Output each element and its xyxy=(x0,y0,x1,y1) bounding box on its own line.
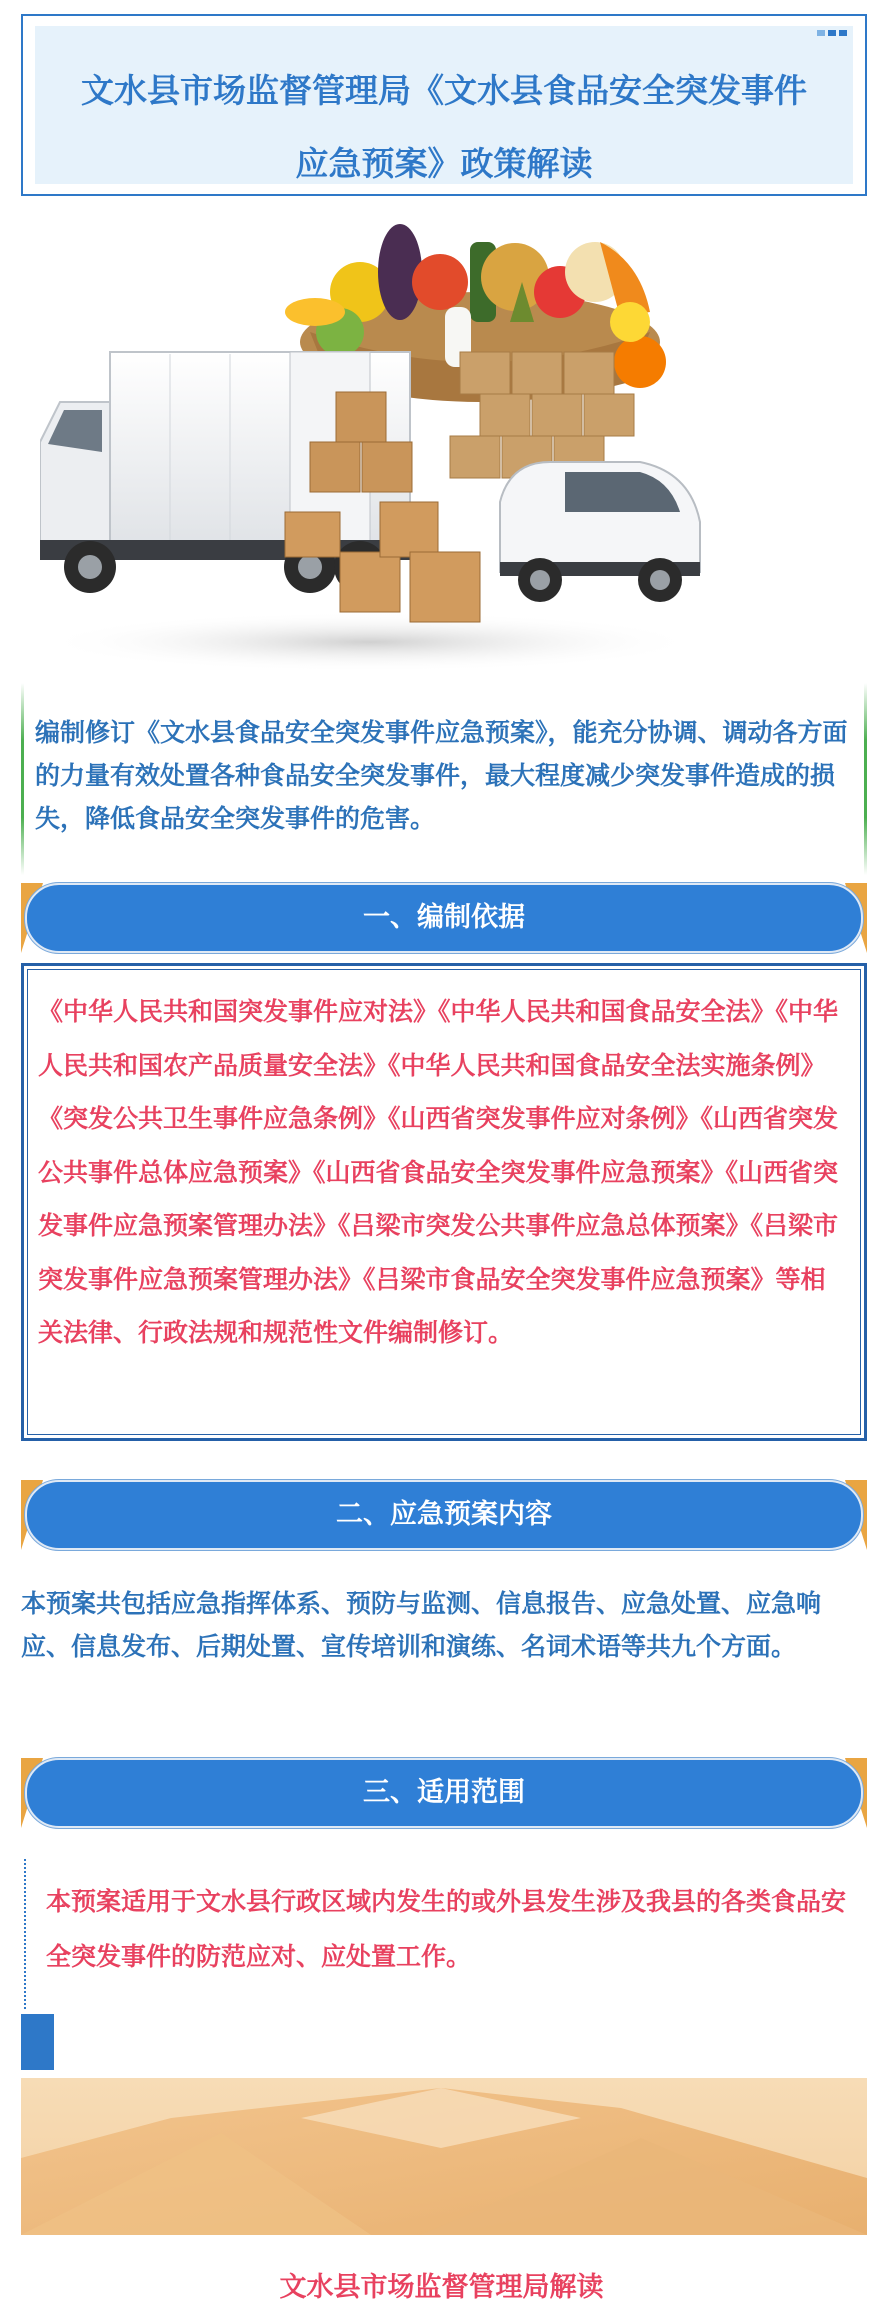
basis-box xyxy=(21,963,867,1441)
title-line-1: 文水县市场监督管理局《文水县食品安全突发事件 xyxy=(81,71,807,110)
decor-dots xyxy=(817,30,847,36)
intro-paragraph: 编制修订《文水县食品安全突发事件应急预案》，能充分协调、调动各方面的力量有效处置各种食品安全突发事件，最大程度减少突发事件造成的损失，降低食品安全突发事件的危害。 xyxy=(35,718,848,833)
title-panel xyxy=(35,26,853,184)
scope-dotted-rule xyxy=(24,1859,26,2009)
delivery-van xyxy=(500,462,700,602)
intro-right-rule xyxy=(864,683,867,875)
content-paragraph: 本预案共包括应急指挥体系、预防与监测、信息报告、应急处置、应急响应、信息发布、后期处置、宣传培训和演练、名词术语等共九个方面。 xyxy=(21,1589,822,1661)
intro-left-rule xyxy=(21,683,24,875)
section-header-content xyxy=(21,1480,867,1550)
section-title: 一、编制依据 xyxy=(363,902,525,933)
scope-accent-block xyxy=(21,2014,54,2070)
intro-section xyxy=(21,683,867,875)
title-box xyxy=(21,14,867,196)
section-title: 三、适用范围 xyxy=(363,1777,525,1808)
section-header-basis xyxy=(21,883,867,953)
scope-paragraph: 本预案适用于文水县行政区域内发生的或外县发生涉及我县的各类食品安全突发事件的防范应对、应处置工作。 xyxy=(46,1887,847,1971)
decorative-banner xyxy=(21,2078,867,2235)
section-title: 二、应急预案内容 xyxy=(336,1499,552,1530)
title-line-2: 应急预案》政策解读 xyxy=(295,144,593,183)
hero-illustration xyxy=(40,222,720,682)
footer-signature: 文水县市场监督管理局解读 xyxy=(279,2272,604,2303)
stacked-boxes xyxy=(450,352,634,478)
page-title xyxy=(35,54,853,200)
section-header-scope xyxy=(21,1758,867,1828)
basis-paragraph: 《中华人民共和国突发事件应对法》《中华人民共和国食品安全法》《中华人民共和国农产品质量安全法》《中华人民共和国食品安全法实施条例》《突发公共卫生事件应急条例》《山西省突发事件应对条例》《山西省突发公共事件总体应急预案》《山西省食品安全突发事件应急预案》《山西省突发事件应急预案管理办法》《吕梁市突发公共事件应急总体预案》《吕梁市突发事件应急预案管理办法》《吕梁市食品安全突发事件应急预案》等相关法律、行政法规和规范性文件编制修订。 xyxy=(38,997,839,1347)
